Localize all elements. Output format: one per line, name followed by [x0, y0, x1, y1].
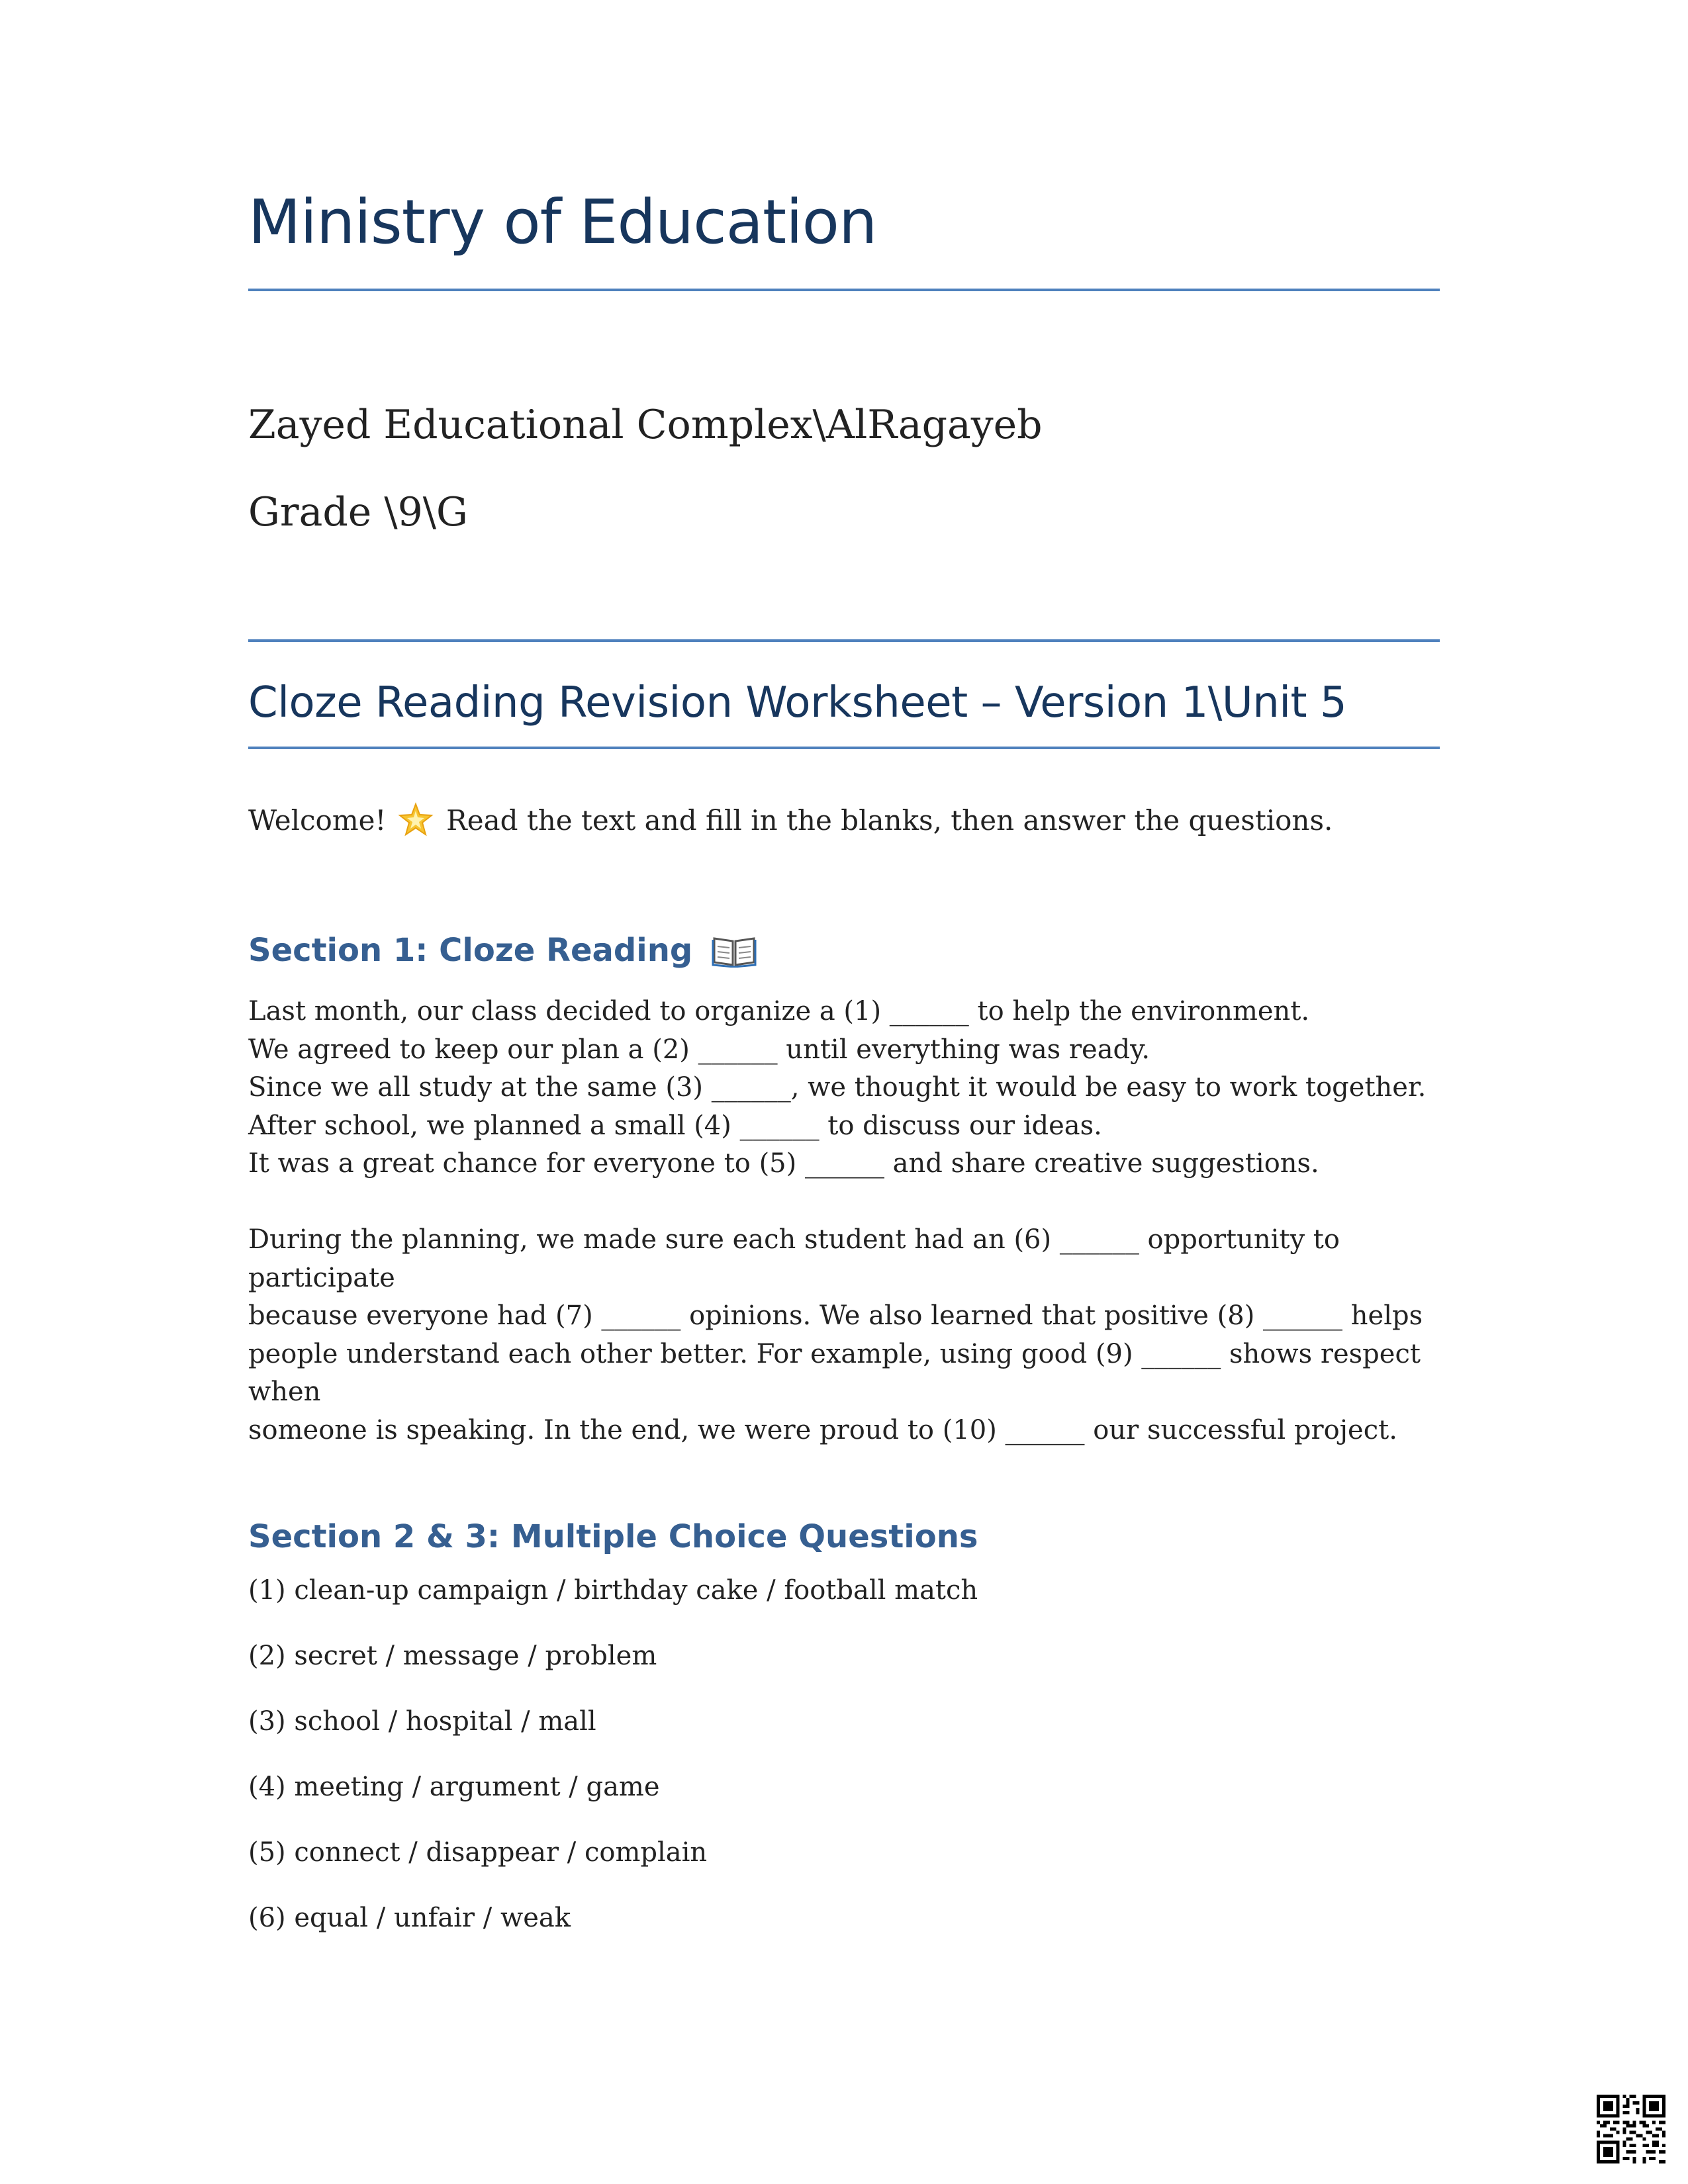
title-divider	[248, 289, 1440, 291]
school-name: Zayed Educational Complex\AlRagayeb	[248, 402, 1043, 448]
choice-item: (1) clean-up campaign / birthday cake / football match	[248, 1575, 978, 1606]
choice-item: (3) school / hospital / mall	[248, 1706, 596, 1737]
cloze-line: participate	[248, 1262, 395, 1293]
choice-item: (6) equal / unfair / weak	[248, 1903, 571, 1933]
grade-label: Grade \9\G	[248, 489, 468, 535]
cloze-line: Last month, our class decided to organize a (1) ______ to help the environment.	[248, 996, 1310, 1026]
welcome-text-end: Read the text and fill in the blanks, then answer the questions.	[446, 804, 1333, 837]
cloze-line: We agreed to keep our plan a (2) ______ until everything was ready.	[248, 1034, 1150, 1065]
cloze-line: After school, we planned a small (4) ______ to discuss our ideas.	[248, 1110, 1102, 1141]
choice-item: (4) meeting / argument / game	[248, 1772, 660, 1802]
cloze-line: It was a great chance for everyone to (5) ______ and share creative suggestions.	[248, 1148, 1319, 1179]
cloze-line: because everyone had (7) ______ opinions. We also learned that positive (8) ______ helps	[248, 1300, 1423, 1331]
worksheet-title: Cloze Reading Revision Worksheet – Version 1\Unit 5	[248, 678, 1347, 727]
glowing-star-icon	[398, 802, 434, 837]
worksheet-page	[248, 0, 1440, 2184]
welcome-text-start: Welcome!	[248, 804, 387, 837]
cloze-line: During the planning, we made sure each student had an (6) ______ opportunity to	[248, 1224, 1340, 1255]
welcome-line	[248, 802, 1333, 837]
choice-list	[248, 1572, 1440, 1965]
qr-code-icon	[1597, 2095, 1665, 2163]
section-2-heading: Section 2 & 3: Multiple Choice Questions	[248, 1518, 978, 1555]
worksheet-title-divider	[248, 747, 1440, 749]
cloze-line: when	[248, 1377, 321, 1407]
cloze-paragraph-2	[248, 1221, 1440, 1449]
open-book-icon	[712, 932, 757, 968]
section-1-heading-text: Section 1: Cloze Reading	[248, 932, 693, 969]
choice-item: (2) secret / message / problem	[248, 1641, 657, 1671]
choice-item: (5) connect / disappear / complain	[248, 1837, 708, 1868]
section-divider	[248, 639, 1440, 642]
cloze-paragraph-1	[248, 993, 1440, 1183]
cloze-line: people understand each other better. For example, using good (9) ______ shows respect	[248, 1338, 1421, 1369]
section-1-heading	[248, 932, 757, 968]
cloze-line: someone is speaking. In the end, we were proud to (10) ______ our successful project.	[248, 1414, 1397, 1445]
cloze-line: Since we all study at the same (3) ______, we thought it would be easy to work together.	[248, 1072, 1427, 1103]
document-title: Ministry of Education	[248, 187, 877, 257]
